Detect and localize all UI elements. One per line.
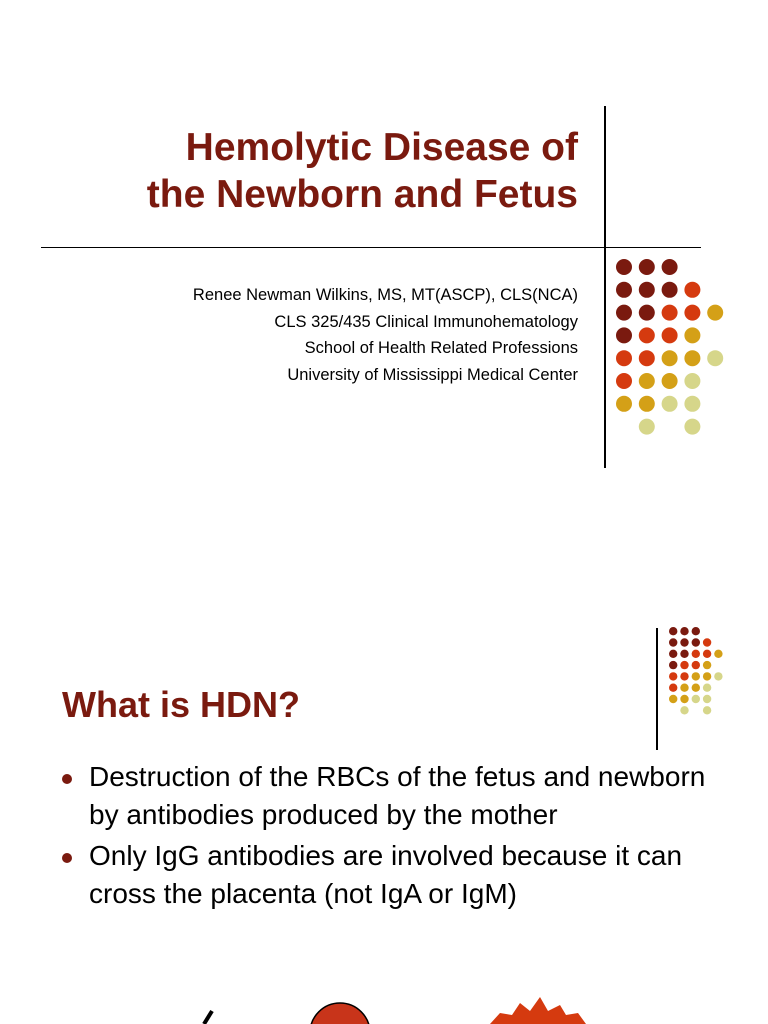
decorative-dot	[662, 327, 678, 343]
presentation-title	[18, 124, 578, 218]
author-name: Renee Newman Wilkins, MS, MT(ASCP), CLS(NCA)	[192, 286, 578, 304]
author-info	[193, 282, 578, 388]
decorative-dot	[639, 373, 655, 389]
decorative-dot	[616, 350, 632, 366]
decorative-dot-grid-large	[616, 259, 738, 449]
partial-illustration	[0, 575, 768, 1024]
red-cell-icon	[310, 1003, 370, 1024]
institution-name: University of Mississippi Medical Center	[287, 365, 578, 384]
decorative-dot	[684, 396, 700, 412]
vertical-divider	[604, 106, 606, 468]
stick-figure-line	[204, 1011, 212, 1024]
decorative-dot	[707, 350, 723, 366]
title-line-2: the Newborn and Fetus	[146, 173, 578, 216]
decorative-dot	[662, 259, 678, 275]
burst-cell-icon	[490, 997, 586, 1024]
decorative-dot	[639, 327, 655, 343]
decorative-dot	[616, 396, 632, 412]
decorative-dot	[684, 350, 700, 366]
decorative-dot	[684, 419, 700, 435]
slide-title: What is HDN?	[62, 684, 300, 725]
decorative-dot	[639, 350, 655, 366]
decorative-dot	[662, 305, 678, 321]
decorative-dot	[639, 419, 655, 435]
decorative-dot	[639, 396, 655, 412]
decorative-dot	[662, 282, 678, 298]
decorative-dot	[639, 259, 655, 275]
decorative-dot	[707, 305, 723, 321]
decorative-dot	[662, 350, 678, 366]
decorative-dot	[662, 396, 678, 412]
decorative-dot	[616, 282, 632, 298]
horizontal-divider	[41, 247, 701, 248]
decorative-dot	[639, 305, 655, 321]
decorative-dot	[639, 282, 655, 298]
bullet-text: Only IgG antibodies are involved because it can cross the placenta (not IgA or IgM)	[89, 840, 683, 909]
decorative-dot	[684, 327, 700, 343]
decorative-dot	[616, 305, 632, 321]
decorative-dot	[616, 259, 632, 275]
bullet-text: Destruction of the RBCs of the fetus and newborn by antibodies produced by the mother	[89, 761, 706, 830]
decorative-dot	[684, 305, 700, 321]
decorative-dot	[684, 373, 700, 389]
decorative-dot	[662, 373, 678, 389]
course-name: CLS 325/435 Clinical Immunohematology	[274, 312, 578, 331]
school-name: School of Health Related Professions	[304, 339, 578, 357]
dot-grid-svg	[616, 259, 738, 449]
decorative-dot	[616, 373, 632, 389]
decorative-dot	[684, 282, 700, 298]
decorative-dot	[616, 327, 632, 343]
title-line-1: Hemolytic Disease of	[185, 126, 578, 169]
content-slide	[0, 575, 768, 1024]
